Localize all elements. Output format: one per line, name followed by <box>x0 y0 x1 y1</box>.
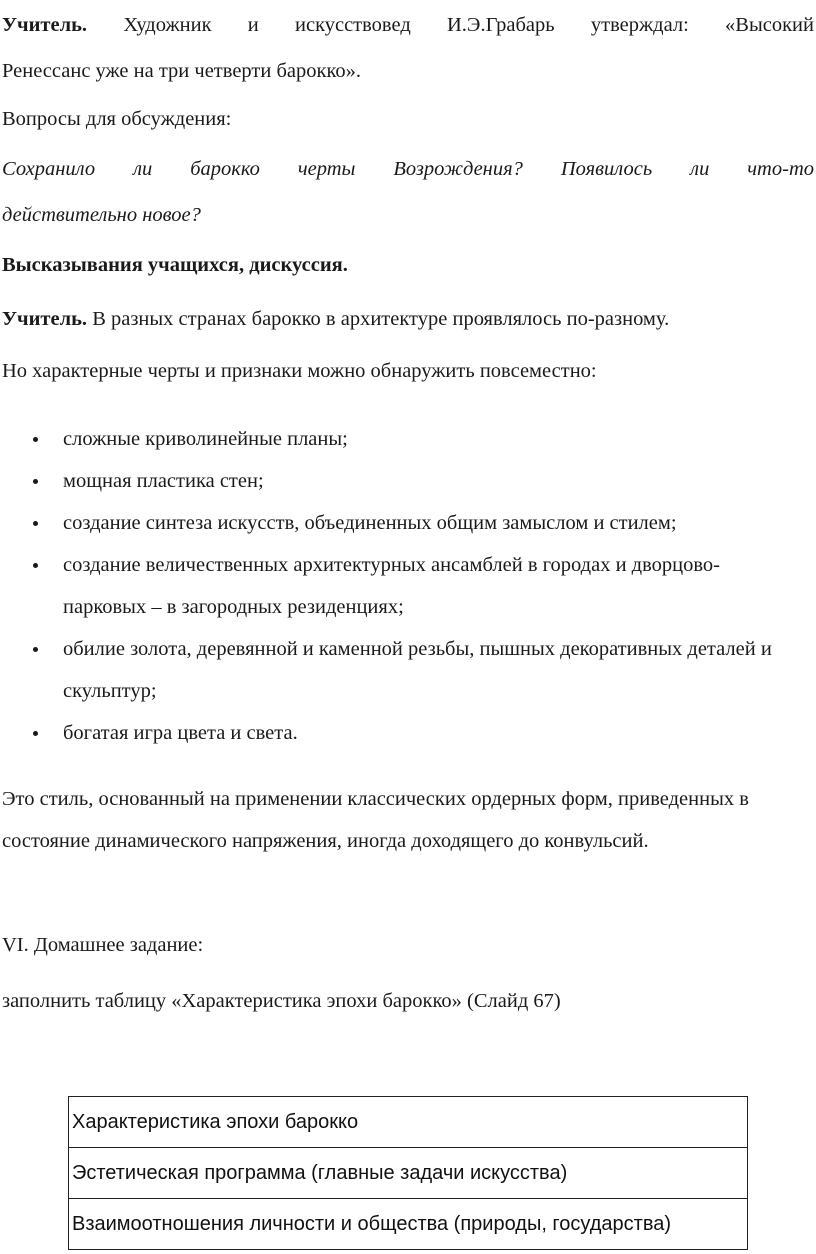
table-cell: Взаимоотношения личности и общества (природы, государства) <box>69 1199 748 1250</box>
list-item-text: богатая игра цвета и света. <box>63 722 298 744</box>
homework-heading: VI. Домашнее задание: <box>2 934 204 956</box>
list-item <box>0 460 812 502</box>
style-description: Это стиль, основанный на применении классических ордерных форм, приведенных в состояние динамического напряжения, иногда доходящего до конвульсий. <box>2 788 749 852</box>
list-item <box>0 418 812 460</box>
bullet-icon <box>33 563 38 568</box>
questions-heading: Вопросы для обсуждения: <box>2 108 232 130</box>
bullet-icon <box>33 437 38 442</box>
list-item <box>0 712 812 754</box>
question-line-2: действительно новое? <box>2 204 201 226</box>
question-line-1: Сохранило ли барокко черты Возрождения? Появилось ли что-то <box>2 158 814 180</box>
bullet-icon <box>33 479 38 484</box>
quote-line-1: Художник и искусствовед И.Э.Грабарь утверждал: «Высокий <box>123 14 814 36</box>
list-item-text: обилие золота, деревянной и каменной резьбы, пышных декоративных деталей и скульптур; <box>63 638 772 702</box>
bullet-icon <box>33 647 38 652</box>
teacher-paragraph-2 <box>2 296 814 342</box>
table-row <box>69 1097 748 1148</box>
bullet-icon <box>33 521 38 526</box>
discussion-note: Высказывания учащихся, дискуссия. <box>2 254 348 276</box>
quote-line-2: Ренессанс уже на три четверти барокко». <box>2 60 361 82</box>
list-item <box>0 544 812 628</box>
list-item <box>0 502 812 544</box>
table-row <box>69 1148 748 1199</box>
teacher-paragraph-1 <box>2 2 814 48</box>
list-item-text: мощная пластика стен; <box>63 470 264 492</box>
features-intro: Но характерные черты и признаки можно обнаружить повсеместно: <box>2 360 597 382</box>
table-cell: Эстетическая программа (главные задачи искусства) <box>69 1148 748 1199</box>
homework-text: заполнить таблицу «Характеристика эпохи барокко» (Слайд 67) <box>2 990 561 1012</box>
list-item-text: создание синтеза искусств, объединенных общим замыслом и стилем; <box>63 512 677 534</box>
baroque-table <box>68 1096 748 1250</box>
speaker-label: Учитель. <box>2 14 88 36</box>
table-row <box>69 1199 748 1250</box>
teacher-paragraph-2-text: В разных странах барокко в архитектуре проявлялось по-разному. <box>87 308 670 330</box>
table-cell: Характеристика эпохи барокко <box>69 1097 748 1148</box>
bullet-icon <box>33 731 38 736</box>
features-list <box>0 418 812 754</box>
list-item-text: сложные криволинейные планы; <box>63 428 348 450</box>
list-item-text: создание величественных архитектурных ансамблей в городах и дворцово-парковых – в загородных резиденциях; <box>63 554 720 618</box>
speaker-label-2: Учитель. <box>2 308 88 330</box>
list-item <box>0 628 812 712</box>
